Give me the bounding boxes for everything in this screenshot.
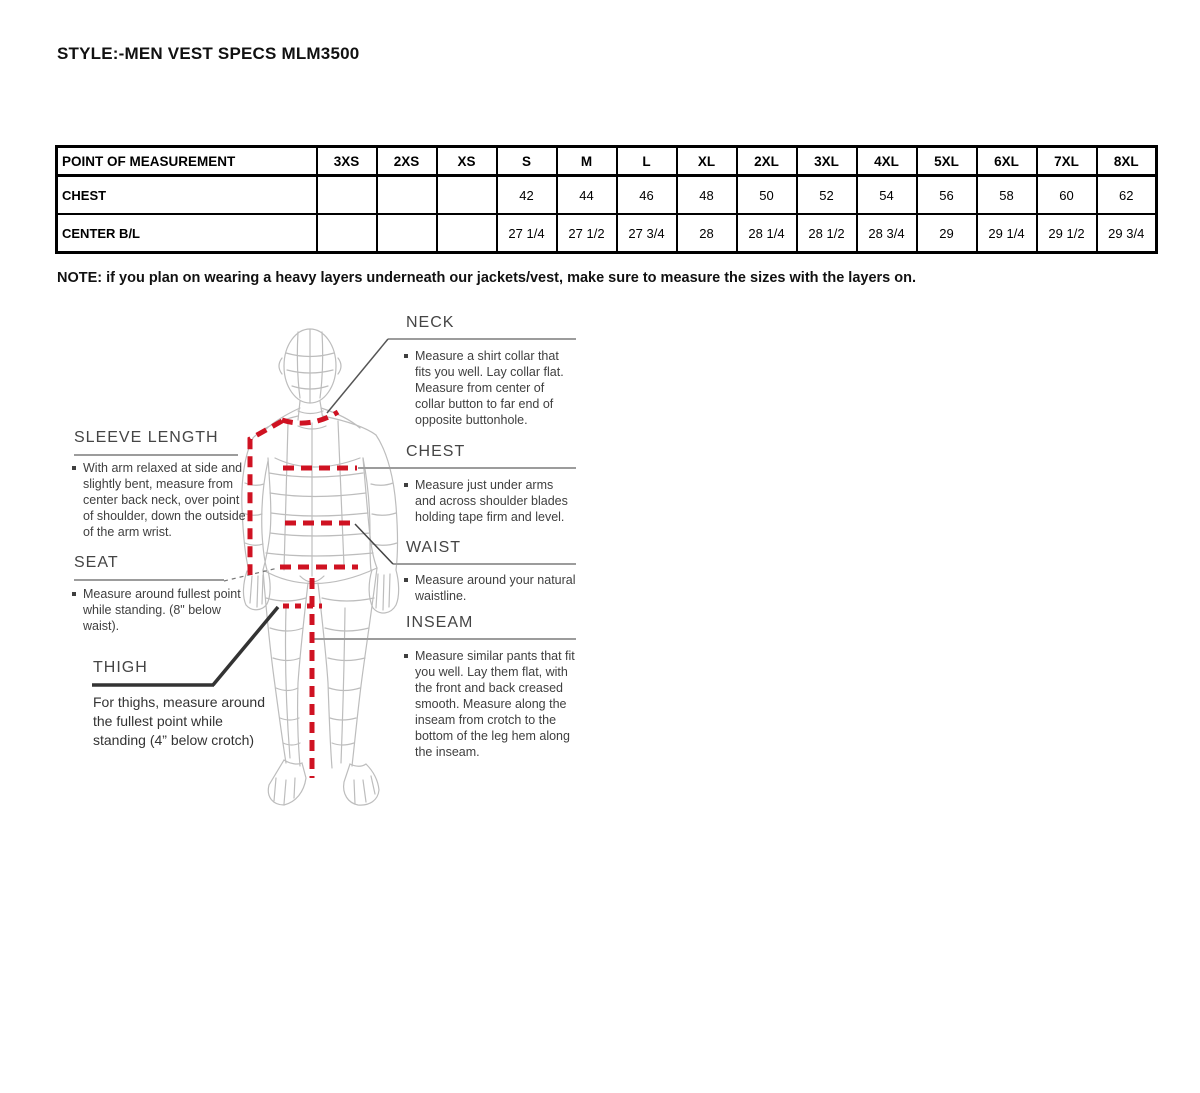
section-inseam xyxy=(404,648,576,760)
column-header: 8XL xyxy=(1097,147,1157,176)
note-text: NOTE: if you plan on wearing a heavy layers underneath our jackets/vest, make sure to measure the sizes with the layers on. xyxy=(57,270,917,286)
section-chest xyxy=(404,477,576,525)
table-cell xyxy=(377,176,437,215)
section-waist xyxy=(404,572,576,604)
table-cell: 29 3/4 xyxy=(1097,214,1157,253)
sleeve-measure-line xyxy=(250,421,282,575)
section-title-waist: WAIST xyxy=(406,539,462,556)
section-seat xyxy=(72,586,242,634)
table-cell: 28 3/4 xyxy=(857,214,917,253)
column-header: L xyxy=(617,147,677,176)
row-label: CHEST xyxy=(57,176,317,215)
section-title-chest: CHEST xyxy=(406,443,466,460)
table-cell: 28 xyxy=(677,214,737,253)
section-neck xyxy=(404,348,576,428)
table-cell: 50 xyxy=(737,176,797,215)
section-text-seat: Measure around fullest point while standing. (8" below waist). xyxy=(83,587,241,633)
table-cell: 27 3/4 xyxy=(617,214,677,253)
table-cell xyxy=(377,214,437,253)
table-cell: 27 1/2 xyxy=(557,214,617,253)
section-title-thigh: THIGH xyxy=(93,659,148,676)
table-header-row xyxy=(57,147,1157,176)
table-cell: 62 xyxy=(1097,176,1157,215)
table-cell: 56 xyxy=(917,176,977,215)
bullet-square-icon xyxy=(404,578,408,582)
table-cell xyxy=(437,176,497,215)
section-text-inseam: Measure similar pants that fit you well. Lay them flat, with the front and back creased smooth. Measure along the inseam from crotch to the bottom of the leg hem along the inseam. xyxy=(415,649,575,759)
table-row-chest xyxy=(57,176,1157,215)
bullet-square-icon xyxy=(72,466,76,470)
table-cell: 52 xyxy=(797,176,857,215)
table-cell: 27 1/4 xyxy=(497,214,557,253)
table-cell xyxy=(437,214,497,253)
section-title-inseam: INSEAM xyxy=(406,614,474,631)
section-title-neck: NECK xyxy=(406,314,455,331)
bullet-square-icon xyxy=(404,483,408,487)
table-cell: 44 xyxy=(557,176,617,215)
table-cell: 29 1/4 xyxy=(977,214,1037,253)
column-header: S xyxy=(497,147,557,176)
column-header: 4XL xyxy=(857,147,917,176)
table-row-center-bl xyxy=(57,214,1157,253)
page-title: STYLE:-MEN VEST SPECS MLM3500 xyxy=(57,44,360,63)
section-text-neck: Measure a shirt collar that fits you well. Lay collar flat. Measure from center of collar button to far end of opposite buttonhole. xyxy=(415,349,564,427)
column-header: M xyxy=(557,147,617,176)
column-header: 3XS xyxy=(317,147,377,176)
bullet-square-icon xyxy=(404,354,408,358)
section-text-waist: Measure around your natural waistline. xyxy=(415,573,576,603)
column-header: XS xyxy=(437,147,497,176)
section-text-sleeve-length: With arm relaxed at side and slightly bent, measure from center back neck, over point of shoulder, down the outside of the arm wrist. xyxy=(83,461,246,539)
section-title-seat: SEAT xyxy=(74,554,119,571)
table-cell: 58 xyxy=(977,176,1037,215)
column-header: POINT OF MEASUREMENT xyxy=(57,147,317,176)
measurement-diagram xyxy=(60,308,590,813)
section-text-thigh: For thighs, measure around the fullest point while standing (4” below crotch) xyxy=(93,694,265,748)
column-header: 5XL xyxy=(917,147,977,176)
section-text-chest: Measure just under arms and across shoulder blades holding tape firm and level. xyxy=(415,478,568,524)
table-cell xyxy=(317,214,377,253)
table-cell: 28 1/2 xyxy=(797,214,857,253)
table-cell: 48 xyxy=(677,176,737,215)
bullet-square-icon xyxy=(404,654,408,658)
size-chart-table xyxy=(55,145,1158,254)
section-sleeve-length xyxy=(72,460,250,540)
section-title-sleeve-length: SLEEVE LENGTH xyxy=(74,429,219,446)
table-cell: 46 xyxy=(617,176,677,215)
column-header: 3XL xyxy=(797,147,857,176)
column-header: XL xyxy=(677,147,737,176)
table-cell: 54 xyxy=(857,176,917,215)
table-cell: 29 1/2 xyxy=(1037,214,1097,253)
table-cell: 28 1/4 xyxy=(737,214,797,253)
table-cell: 42 xyxy=(497,176,557,215)
row-label: CENTER B/L xyxy=(57,214,317,253)
column-header: 2XL xyxy=(737,147,797,176)
column-header: 2XS xyxy=(377,147,437,176)
table-cell: 60 xyxy=(1037,176,1097,215)
column-header: 6XL xyxy=(977,147,1037,176)
column-header: 7XL xyxy=(1037,147,1097,176)
table-cell: 29 xyxy=(917,214,977,253)
table-cell xyxy=(317,176,377,215)
bullet-square-icon xyxy=(72,592,76,596)
